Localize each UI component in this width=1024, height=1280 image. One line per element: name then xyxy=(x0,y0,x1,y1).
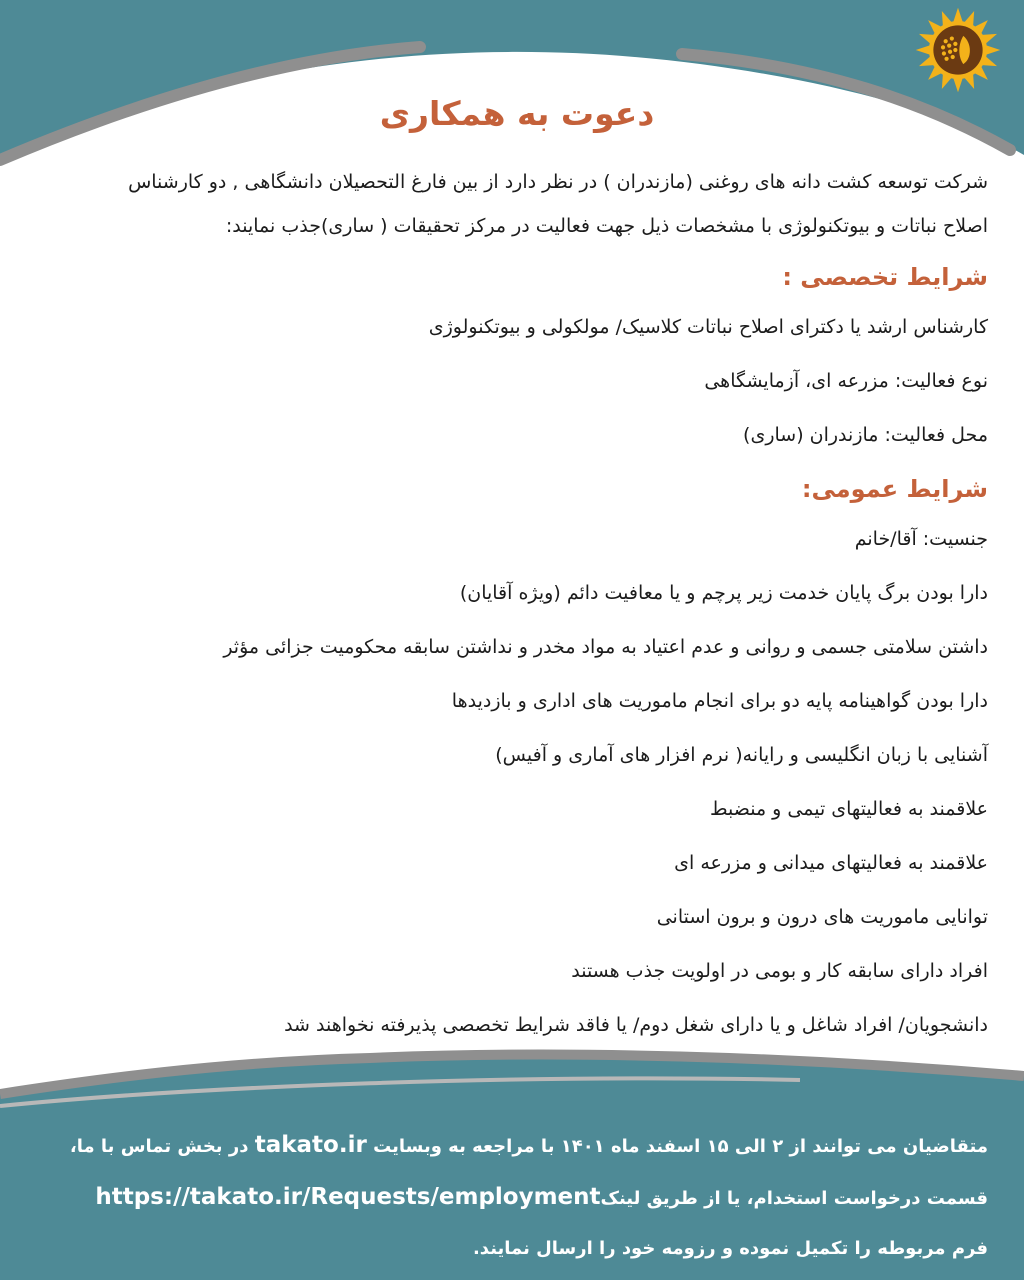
list-item: جنسیت: آقا/خانم xyxy=(854,528,988,550)
list-item: کارشناس ارشد یا دکترای اصلاح نباتات کلاسیک/ مولکولی و بیوتکنولوژی xyxy=(428,316,988,338)
sunflower-logo-icon xyxy=(914,6,1002,94)
footer-line-2-start: قسمت درخواست استخدام، یا از طریق لینک xyxy=(600,1188,988,1209)
employment-form-link[interactable]: https://takato.ir/Requests/employment xyxy=(95,1184,601,1210)
general-conditions-heading: شرایط عمومی: xyxy=(801,475,988,503)
list-item: آشنایی با زبان انگلیسی و رایانه( نرم افزار های آماری و آفیس) xyxy=(495,744,988,766)
general-conditions-list xyxy=(24,512,988,1052)
footer-line-2 xyxy=(24,1172,988,1224)
list-item: علاقمند به فعالیتهای تیمی و منضبط xyxy=(709,798,988,820)
intro-line-1: شرکت توسعه کشت دانه های روغنی (مازندران ) در نظر دارد از بین فارغ التحصیلان دانشگاهی , دو کارشناس xyxy=(128,171,988,193)
specialized-conditions-list xyxy=(24,300,988,462)
list-item: افراد دارای سابقه کار و بومی در اولویت جذب هستند xyxy=(571,960,988,982)
list-item: علاقمند به فعالیتهای میدانی و مزرعه ای xyxy=(674,852,988,874)
page-title: دعوت به همکاری xyxy=(379,94,655,133)
list-item: دارا بودن گواهینامه پایه دو برای انجام ماموریت های اداری و بازدیدها xyxy=(451,690,988,712)
footer-line-1 xyxy=(24,1120,988,1172)
footer-line-3: فرم مربوطه را تکمیل نموده و رزومه خود را ارسال نمایند. xyxy=(472,1238,988,1259)
list-item: دارا بودن برگ پایان خدمت زیر پرچم و یا معافیت دائم (ویژه آقایان) xyxy=(459,582,988,604)
main-content xyxy=(24,160,988,1052)
intro-paragraph xyxy=(24,160,988,248)
intro-line-2: اصلاح نباتات و بیوتکنولوژی با مشخصات ذیل جهت فعالیت در مرکز تحقیقات ( ساری)جذب نمایند: xyxy=(225,215,988,237)
list-item: توانایی ماموریت های درون و برون استانی xyxy=(656,906,988,928)
list-item: محل فعالیت: مازندران (ساری) xyxy=(743,424,988,446)
specialized-conditions-heading: شرایط تخصصی : xyxy=(782,263,988,291)
application-instructions xyxy=(24,1120,988,1274)
footer-line-1-start: متقاضیان می توانند از ۲ الی ۱۵ اسفند ماه ۱۴۰۱ با مراجعه به وبسایت xyxy=(366,1136,988,1157)
list-item: داشتن سلامتی جسمی و روانی و عدم اعتیاد به مواد مخدر و نداشتن سابقه محکومیت جزائی مؤثر xyxy=(223,636,988,658)
list-item: نوع فعالیت: مزرعه ای، آزمایشگاهی xyxy=(704,370,988,392)
website-link[interactable]: takato.ir xyxy=(254,1132,367,1158)
footer-line-1-end: در بخش تماس با ما، xyxy=(69,1136,255,1157)
list-item: دانشجویان/ افراد شاغل و یا دارای شغل دوم/ یا فاقد شرایط تخصصی پذیرفته نخواهند شد xyxy=(284,1014,988,1036)
